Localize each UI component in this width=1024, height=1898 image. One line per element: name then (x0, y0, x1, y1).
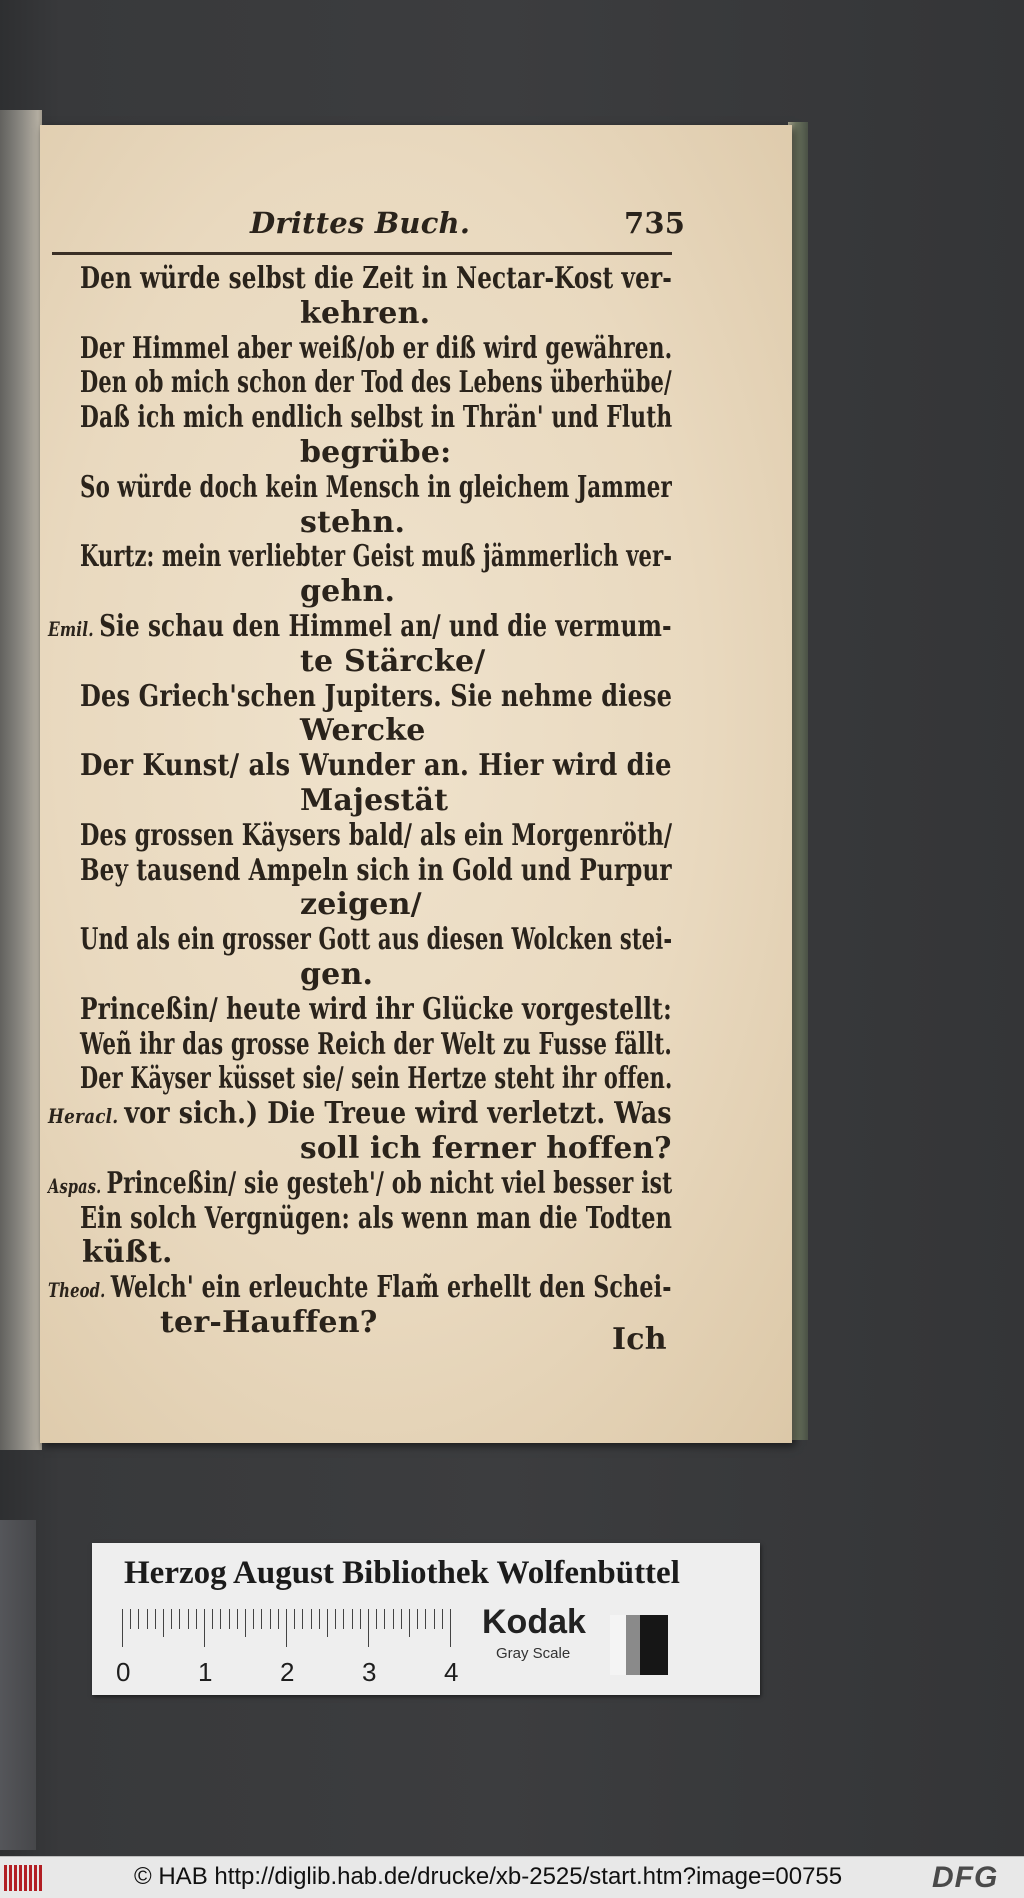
text-line (300, 575, 395, 609)
line-text: zeigen/ (300, 887, 422, 923)
text-line (160, 1306, 377, 1340)
previous-leaf-edge (0, 110, 42, 1450)
ruler-tick (442, 1609, 443, 1629)
ruler-tick (212, 1609, 213, 1629)
ruler-tick (352, 1609, 353, 1629)
ruler-tick (434, 1609, 435, 1629)
running-head: Drittes Buch. (250, 206, 471, 240)
ruler-tick (384, 1609, 385, 1629)
text-line (80, 262, 672, 296)
gray-scale-label: Gray Scale (496, 1645, 571, 1662)
line-text: Kurtz: mein verliebter Geist muß jämmerlich ver- (80, 539, 673, 575)
line-text: soll ich ferner hoffen? (300, 1131, 672, 1166)
text-line (80, 1202, 672, 1236)
text-line (80, 923, 672, 957)
ruler-number: 4 (444, 1657, 459, 1687)
ruler-tick (171, 1609, 172, 1629)
text-line (300, 1132, 672, 1166)
ruler-tick (130, 1609, 131, 1629)
page-number: 735 (624, 206, 686, 240)
line-text: gehn. (300, 574, 396, 610)
ruler-tick (163, 1609, 164, 1637)
ruler-number: 2 (280, 1657, 295, 1687)
text-line (300, 645, 485, 679)
text-line (300, 784, 448, 818)
ruler-number: 3 (362, 1657, 377, 1687)
ruler-tick (302, 1609, 303, 1629)
ruler-tick (376, 1609, 377, 1629)
text-line (300, 436, 451, 470)
text-line (80, 1028, 672, 1062)
ruler-tick (245, 1609, 246, 1637)
line-text: Und als ein grosser Gott aus diesen Wolcken stei- (80, 922, 673, 958)
text-line (80, 471, 672, 505)
ruler-tick (417, 1609, 418, 1629)
ruler-tick (360, 1609, 361, 1629)
text-line (80, 819, 672, 853)
ruler-tick (450, 1609, 451, 1647)
text-line (80, 332, 672, 366)
text-line (80, 401, 672, 435)
ruler-tick (393, 1609, 394, 1629)
line-text: kehren. (300, 295, 431, 331)
ruler-tick (286, 1609, 287, 1647)
speaker-label: Aspas. (48, 1173, 107, 1198)
text-line (80, 540, 672, 574)
text-line (300, 888, 422, 922)
text-line (82, 1236, 173, 1270)
ruler-number: 1 (198, 1657, 213, 1687)
gray-patch-black (640, 1615, 668, 1675)
ruler-tick (278, 1609, 279, 1629)
line-text: Der Kunst/ als Wunder an. Hier wird die (80, 748, 672, 784)
ruler-tick (229, 1609, 230, 1629)
ruler-tick (237, 1609, 238, 1629)
ruler-tick (188, 1609, 189, 1629)
ruler-tick (138, 1609, 139, 1629)
line-text: Sie schau den Himmel an/ und die vermum- (99, 609, 672, 644)
ruler-tick (425, 1609, 426, 1629)
gray-patch-white (610, 1615, 626, 1675)
ruler-tick (368, 1609, 369, 1647)
ruler-tick (220, 1609, 221, 1629)
previous-leaf-shadow (0, 1520, 36, 1850)
speaker-label: Emil. (48, 617, 100, 641)
ruler-tick (343, 1609, 344, 1629)
line-text: Der Käyser küsset sie/ sein Hertze steht ihr offen. (80, 1061, 673, 1097)
text-line (300, 714, 425, 748)
color-target-card (92, 1543, 760, 1695)
ruler-tick (409, 1609, 410, 1637)
line-text: Den würde selbst die Zeit in Nectar-Kost ver- (80, 261, 672, 296)
text-line (80, 993, 672, 1027)
dfg-logo: DFG (932, 1861, 999, 1894)
barcode-icon (4, 1865, 44, 1891)
text-line (48, 1167, 672, 1203)
ruler-tick (196, 1609, 197, 1629)
line-text: Des grossen Käysers bald/ als ein Morgenröth/ (80, 817, 673, 853)
footer-url[interactable]: © HAB http://diglib.hab.de/drucke/xb-2525/start.htm?image=00755 (134, 1863, 843, 1890)
text-line (80, 1062, 672, 1096)
text-line (300, 506, 405, 540)
ruler-tick (311, 1609, 312, 1629)
line-text: Welch' ein erleuchte Flam̃ erhellt den Schei- (110, 1270, 672, 1306)
kodak-logo: Kodak (482, 1603, 586, 1641)
header-rule (52, 252, 672, 255)
text-line (300, 297, 430, 331)
ruler-tick (401, 1609, 402, 1629)
text-line (300, 958, 373, 992)
gray-patch-mid (626, 1615, 640, 1675)
line-text: Der Himmel aber weiß/ob er diß wird gewähren. (80, 330, 673, 366)
ruler-tick (179, 1609, 180, 1629)
line-text: begrübe: (300, 435, 452, 470)
ruler-tick (270, 1609, 271, 1629)
line-text: Weñ ihr das grosse Reich der Welt zu Fusse fällt. (80, 1026, 672, 1062)
line-text: Princeßin/ heute wird ihr Glücke vorgestellt: (80, 991, 672, 1027)
ruler-tick (155, 1609, 156, 1629)
line-text: Majestät (300, 783, 449, 818)
line-text: stehn. (300, 504, 406, 540)
library-name: Herzog August Bibliothek Wolfenbüttel (124, 1555, 680, 1591)
ruler-tick (327, 1609, 328, 1637)
text-line (80, 366, 672, 400)
ruler-tick (261, 1609, 262, 1629)
text-line (48, 1097, 672, 1133)
line-text: Daß ich mich endlich selbst in Thrän' und Fluth (80, 400, 673, 436)
line-text: Bey tausend Ampeln sich in Gold und Purpur (80, 852, 672, 888)
ruler-number: 0 (116, 1657, 131, 1687)
speaker-label: Heracl. (48, 1104, 125, 1129)
line-text: vor sich.) Die Treue wird verletzt. Was (124, 1096, 672, 1132)
text-line (80, 854, 672, 888)
ruler-tick (122, 1609, 123, 1647)
gray-scale-patches (610, 1615, 680, 1675)
ruler-tick (147, 1609, 148, 1629)
line-text: Princeßin/ sie gesteh'/ ob nicht viel besser ist (106, 1165, 673, 1201)
ruler-tick (253, 1609, 254, 1629)
ruler-tick (319, 1609, 320, 1629)
text-line (48, 1271, 672, 1307)
text-line (80, 749, 672, 783)
line-text: Den ob mich schon der Tod des Lebens überhübe/ (80, 365, 672, 401)
line-text: Ein solch Vergnügen: als wenn man die Todten (80, 1200, 673, 1236)
ruler-tick (294, 1609, 295, 1629)
speaker-label: Theod. (48, 1278, 111, 1303)
line-text: te Stärcke/ (300, 643, 486, 679)
line-text: So würde doch kein Mensch in gleichem Jammer (80, 469, 672, 505)
line-text: Wercke (300, 713, 426, 749)
ruler-tick (204, 1609, 205, 1647)
catchword: Ich (612, 1322, 667, 1357)
text-line (48, 610, 672, 646)
line-text: gen. (300, 957, 374, 992)
text-line (80, 680, 672, 714)
ruler-scale (116, 1609, 482, 1687)
line-text: küßt. (82, 1235, 173, 1271)
line-text: Des Griech'schen Jupiters. Sie nehme diese (80, 678, 673, 714)
line-text: ter-Hauffen? (160, 1305, 378, 1340)
ruler-tick (335, 1609, 336, 1629)
footer-bar (0, 1856, 1024, 1898)
